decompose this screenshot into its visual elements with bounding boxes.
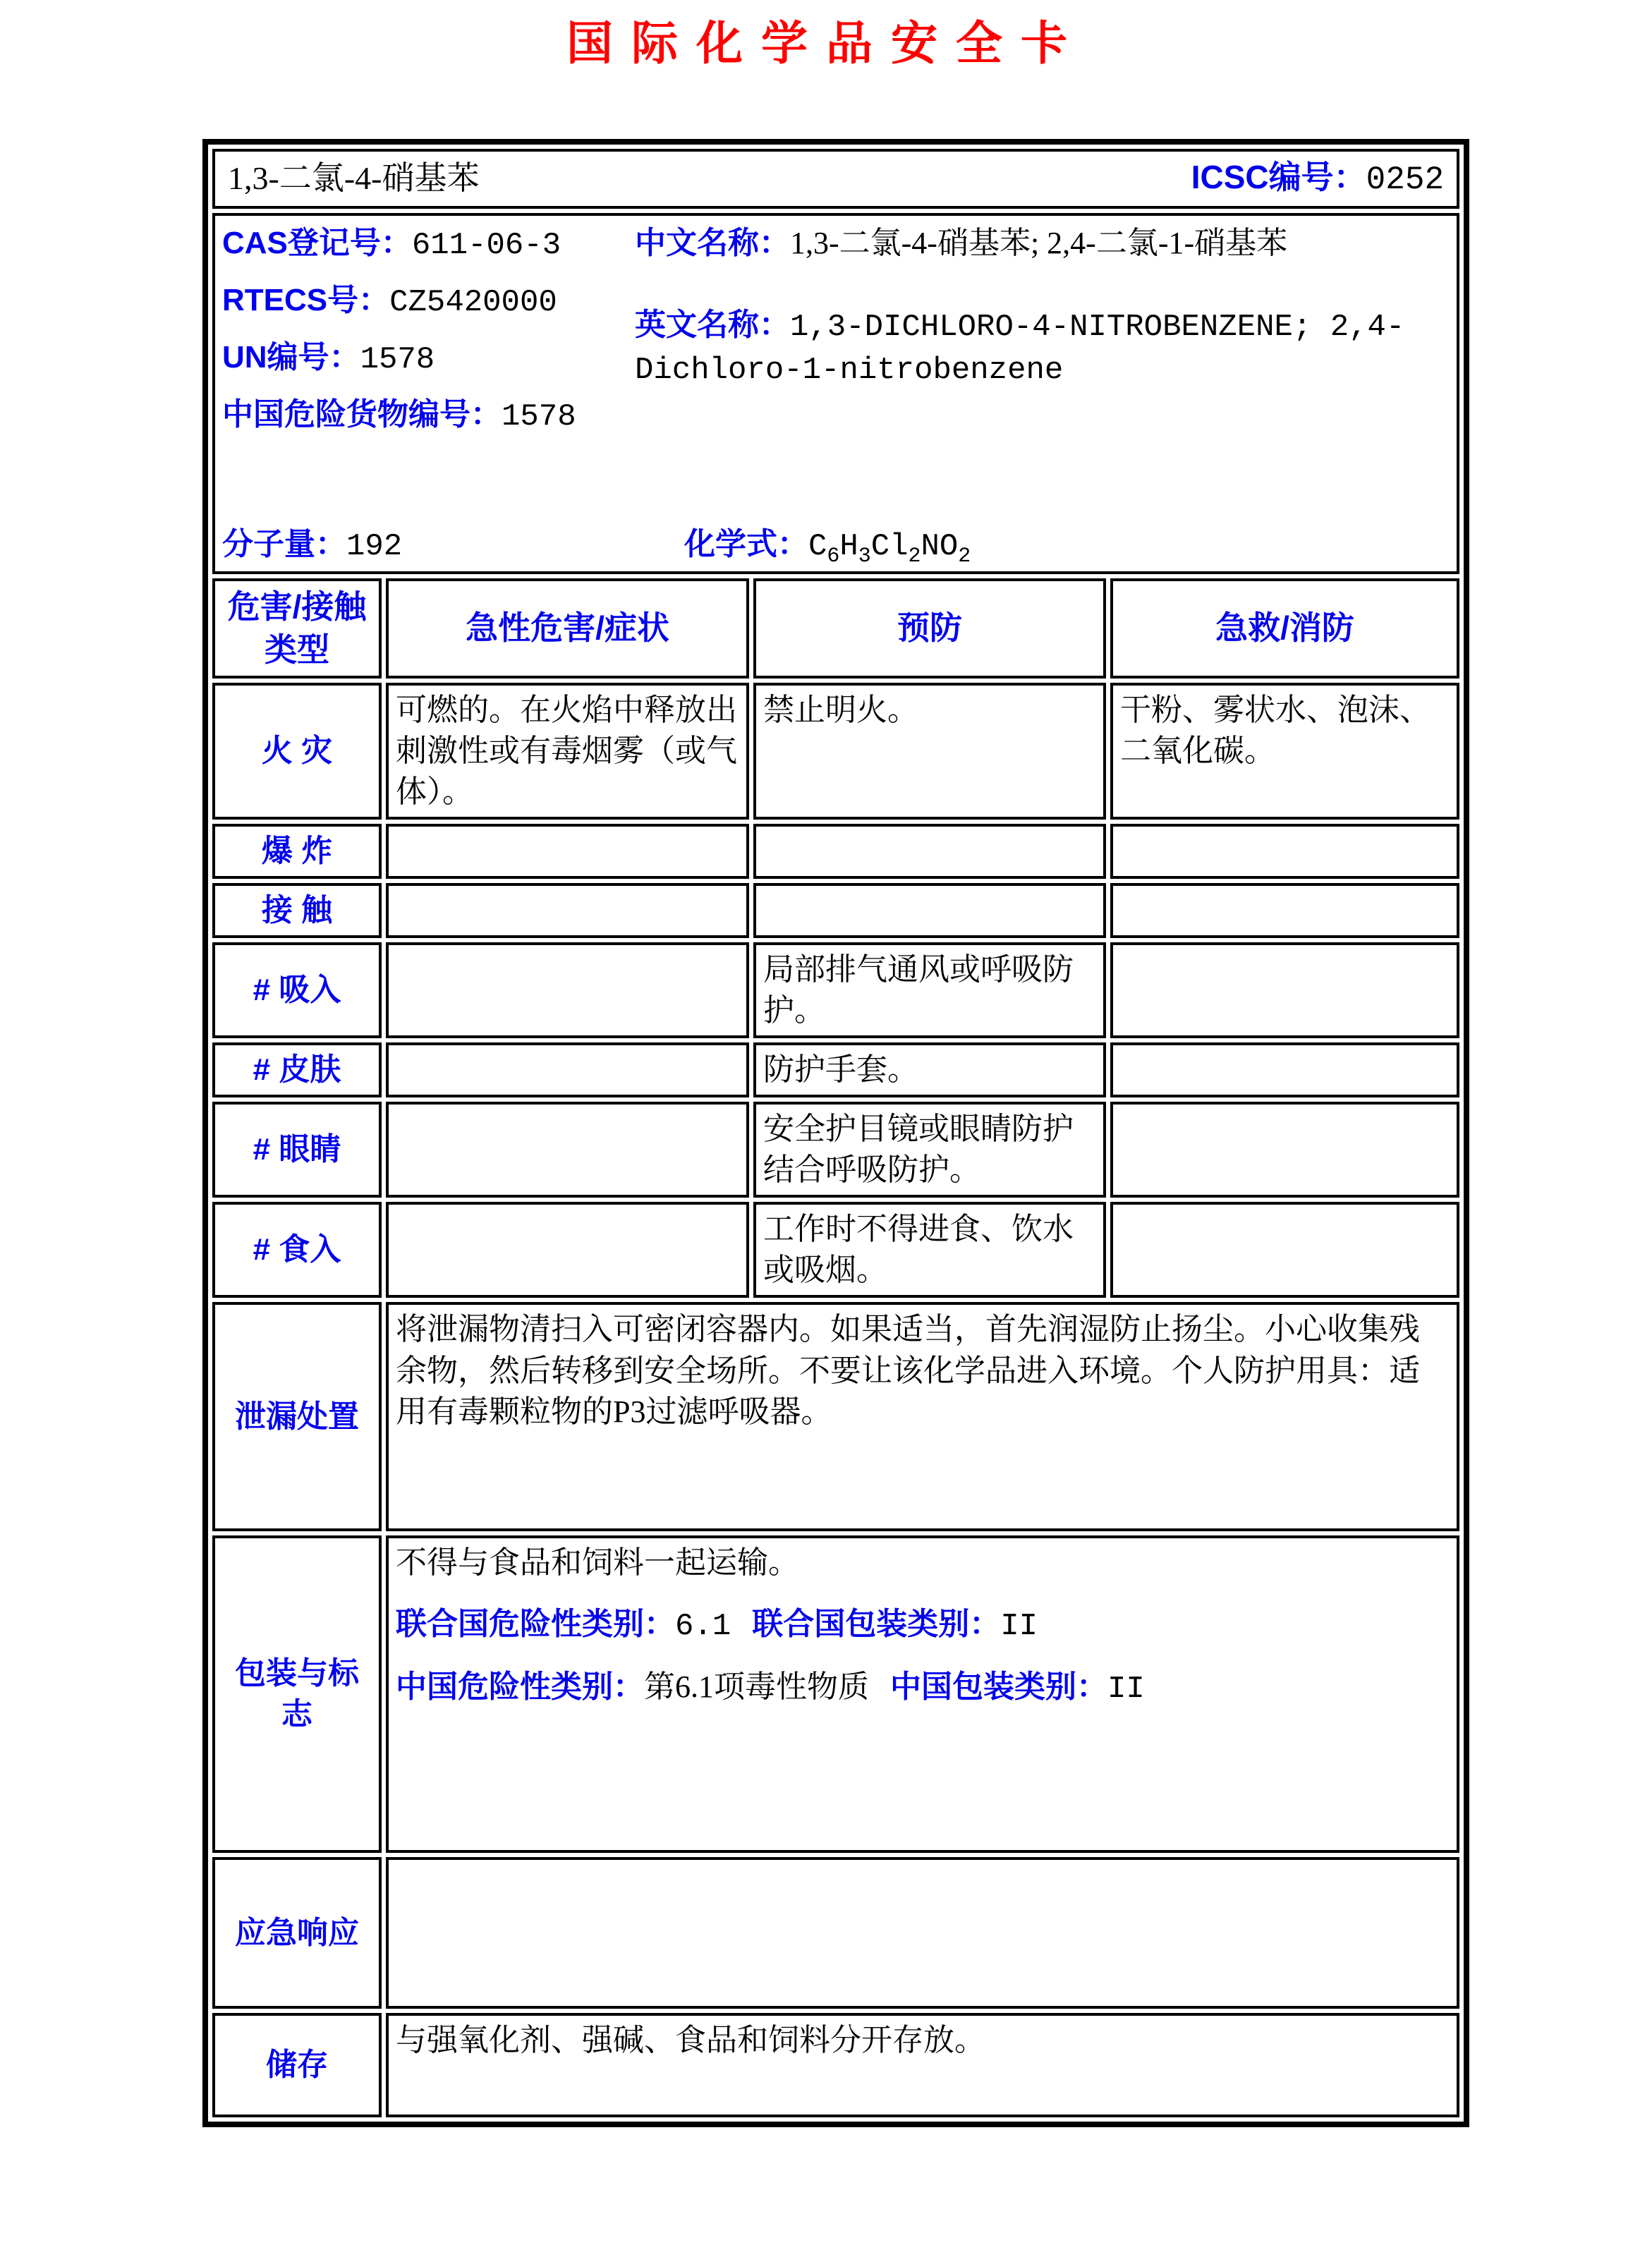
un-packing-group-value: II (1000, 1608, 1038, 1644)
safety-card-table (202, 139, 1469, 2127)
explosion-symptoms-cell (386, 824, 749, 879)
exposure-symptoms-cell (386, 883, 749, 938)
section-row-emergency (212, 1857, 1459, 2009)
molecular-weight-value: 192 (346, 529, 403, 565)
ingestion-firefighting-cell (1110, 1202, 1459, 1298)
section-row-spill (212, 1302, 1459, 1531)
fire-firefighting-cell: 干粉、雾状水、泡沫、二氧化碳。 (1110, 683, 1459, 820)
header-first-aid: 急救/消防 (1110, 578, 1459, 678)
china-dg-label: 中国危险货物编号： (222, 396, 502, 432)
ingestion-symptoms-cell (386, 1202, 749, 1298)
icsc-number-block (1191, 156, 1444, 202)
identification-cell (212, 213, 1459, 574)
skin-firefighting-cell (1110, 1042, 1459, 1097)
un-hazard-class-label: 联合国危险性类别： (396, 1606, 675, 1641)
rtecs-value: CZ5420000 (389, 284, 557, 320)
row-label-ingestion: # 食入 (212, 1202, 382, 1298)
registry-numbers (222, 220, 635, 451)
row-label-inhalation: # 吸入 (212, 942, 382, 1038)
section-label-packaging: 包装与标志 (212, 1535, 382, 1853)
row-label-eyes: # 眼睛 (212, 1102, 382, 1198)
substance-name: 1,3-二氯-4-硝基苯 (228, 160, 480, 196)
english-name-value: 1,3-DICHLORO-4-NITROBENZENE; 2,4-Dichloro-1-nitrobenzene (635, 309, 1405, 388)
fire-prevention-cell: 禁止明火。 (753, 683, 1106, 820)
identification-columns (222, 220, 1450, 451)
un-value: 1578 (360, 341, 435, 377)
packaging-china-line (396, 1667, 1450, 1710)
packaging-content-cell (386, 1535, 1459, 1853)
rtecs-label: RTECS号： (222, 282, 390, 317)
packaging-un-line (396, 1604, 1450, 1647)
section-row-storage (212, 2013, 1459, 2117)
english-name-line (635, 305, 1450, 391)
explosion-firefighting-cell (1110, 824, 1459, 879)
china-hazard-class-value: 第6.1项毒性物质 (644, 1669, 869, 1704)
exposure-prevention-cell (753, 883, 1106, 938)
molecular-weight-label: 分子量： (222, 527, 346, 562)
ingestion-prevention-cell: 工作时不得进食、饮水或吸烟。 (753, 1202, 1106, 1298)
un-hazard-class-value: 6.1 (675, 1608, 731, 1644)
section-label-emergency: 应急响应 (212, 1857, 382, 2009)
chinese-name-value: 1,3-二氯-4-硝基苯; 2,4-二氯-1-硝基苯 (790, 225, 1288, 260)
fire-symptoms-cell: 可燃的。在火焰中释放出刺激性或有毒烟雾（或气体）。 (386, 683, 749, 820)
china-packing-group-value: II (1107, 1671, 1145, 1707)
card-header-flex (222, 156, 1450, 202)
explosion-prevention-cell (753, 824, 1106, 879)
spill-content-cell: 将泄漏物清扫入可密闭容器内。如果适当，首先润湿防止扬尘。小心收集残余物，然后转移到安全场所。不要让该化学品进入环境。个人防护用具：适用有毒颗粒物的P3过滤呼吸器。 (386, 1302, 1459, 1531)
english-name-label: 英文名称： (635, 307, 790, 342)
hazard-header-row (212, 578, 1459, 678)
chemical-formula-block (684, 524, 971, 567)
hazard-row-eyes (212, 1102, 1459, 1198)
emergency-content-cell (386, 1857, 1459, 2009)
chinese-name-line (635, 223, 1450, 264)
skin-symptoms-cell (386, 1042, 749, 1097)
substance-names (635, 220, 1450, 451)
hazard-row-exposure (212, 883, 1459, 938)
chinese-name-label: 中文名称： (635, 225, 790, 260)
eyes-symptoms-cell (386, 1102, 749, 1198)
header-symptoms: 急性危害/症状 (386, 578, 749, 678)
inhalation-symptoms-cell (386, 942, 749, 1038)
china-hazard-class-label: 中国危险性类别： (396, 1669, 644, 1704)
hazard-row-explosion (212, 824, 1459, 879)
header-prevention: 预防 (753, 578, 1106, 678)
inhalation-prevention-cell: 局部排气通风或呼吸防护。 (753, 942, 1106, 1038)
row-label-explosion: 爆 炸 (212, 824, 382, 879)
header-hazard-type-line2: 类型 (265, 631, 329, 668)
hazard-row-skin (212, 1042, 1459, 1097)
cas-number-line (222, 223, 635, 266)
card-header-row (212, 149, 1459, 209)
un-number-line (222, 337, 635, 380)
section-row-packaging (212, 1535, 1459, 1853)
icsc-label: ICSC编号： (1191, 159, 1366, 195)
icsc-number: 0252 (1366, 162, 1445, 198)
packaging-transport-note: 不得与食品和饲料一起运输。 (396, 1545, 799, 1581)
chemical-formula-label: 化学式： (684, 527, 808, 562)
china-packing-group-label: 中国包装类别： (890, 1669, 1107, 1704)
cas-label: CAS登记号： (222, 225, 412, 260)
china-dg-value: 1578 (502, 398, 576, 434)
hazard-row-fire (212, 683, 1459, 820)
row-label-skin: # 皮肤 (212, 1042, 382, 1097)
inhalation-firefighting-cell (1110, 942, 1459, 1038)
row-label-fire: 火 灾 (212, 683, 382, 820)
header-hazard-type-line1: 危害/接触 (227, 588, 367, 626)
un-label: UN编号： (222, 339, 360, 375)
eyes-prevention-cell: 安全护目镜或眼睛防护结合呼吸防护。 (753, 1102, 1106, 1198)
hazard-row-inhalation (212, 942, 1459, 1038)
eyes-firefighting-cell (1110, 1102, 1459, 1198)
cas-value: 611-06-3 (411, 227, 561, 263)
page-title: 国际化学品安全卡 (566, 17, 1086, 69)
skin-prevention-cell: 防护手套。 (753, 1042, 1106, 1097)
header-hazard-type (212, 578, 382, 678)
rtecs-number-line (222, 280, 635, 323)
hazard-row-ingestion (212, 1202, 1459, 1298)
section-label-storage: 储存 (212, 2013, 382, 2117)
storage-content-cell: 与强氧化剂、强碱、食品和饲料分开存放。 (386, 2013, 1459, 2117)
section-label-spill: 泄漏处置 (212, 1302, 382, 1531)
un-packing-group-label: 联合国包装类别： (752, 1606, 1001, 1641)
chemical-formula: $C_6H_3Cl_2NO_2$ (808, 529, 971, 568)
molecular-weight-block (222, 524, 684, 567)
molecular-info-line (222, 524, 1450, 567)
row-label-exposure: 接 触 (212, 883, 382, 938)
china-dg-number-line (222, 394, 635, 437)
exposure-firefighting-cell (1110, 883, 1459, 938)
identification-row (212, 213, 1459, 574)
card-header-cell (212, 149, 1459, 209)
